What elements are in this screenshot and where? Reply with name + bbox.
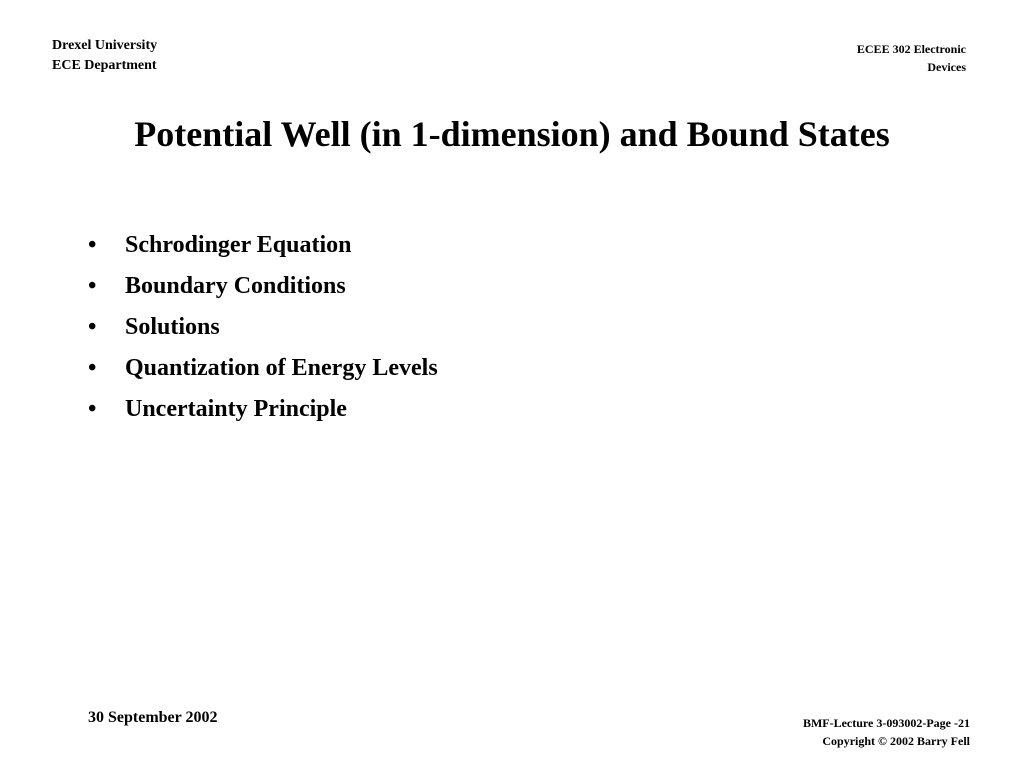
list-item: [88, 269, 438, 310]
bullet-icon: •: [88, 314, 97, 340]
page-reference: BMF-Lecture 3-093002-Page -21: [802, 716, 970, 730]
bullet-icon: •: [88, 355, 97, 381]
bullet-text: Schrodinger Equation: [125, 232, 352, 258]
slide-title: Potential Well (in 1-dimension) and Bound States: [134, 114, 890, 154]
list-item: [88, 351, 438, 392]
footer-date: 30 September 2002: [88, 709, 218, 726]
footer-credits: [803, 714, 970, 750]
bullet-text: Uncertainty Principle: [125, 396, 347, 422]
department-name: ECE Department: [52, 58, 157, 73]
course-name-line1: ECEE 302 Electronic: [856, 42, 966, 56]
header-course: [857, 40, 966, 76]
bullet-icon: •: [88, 396, 97, 422]
list-item: [88, 228, 438, 269]
copyright-notice: Copyright © 2002 Barry Fell: [822, 734, 970, 748]
header-institution: [52, 36, 157, 76]
bullet-text: Boundary Conditions: [125, 273, 346, 299]
university-name: Drexel University: [52, 38, 158, 53]
course-name-line2: Devices: [927, 60, 966, 74]
list-item: [88, 392, 438, 433]
bullet-icon: •: [88, 232, 97, 258]
bullet-icon: •: [88, 273, 97, 299]
bullet-list: [88, 228, 438, 433]
bullet-text: Solutions: [125, 314, 220, 340]
list-item: [88, 310, 438, 351]
bullet-text: Quantization of Energy Levels: [125, 355, 438, 381]
